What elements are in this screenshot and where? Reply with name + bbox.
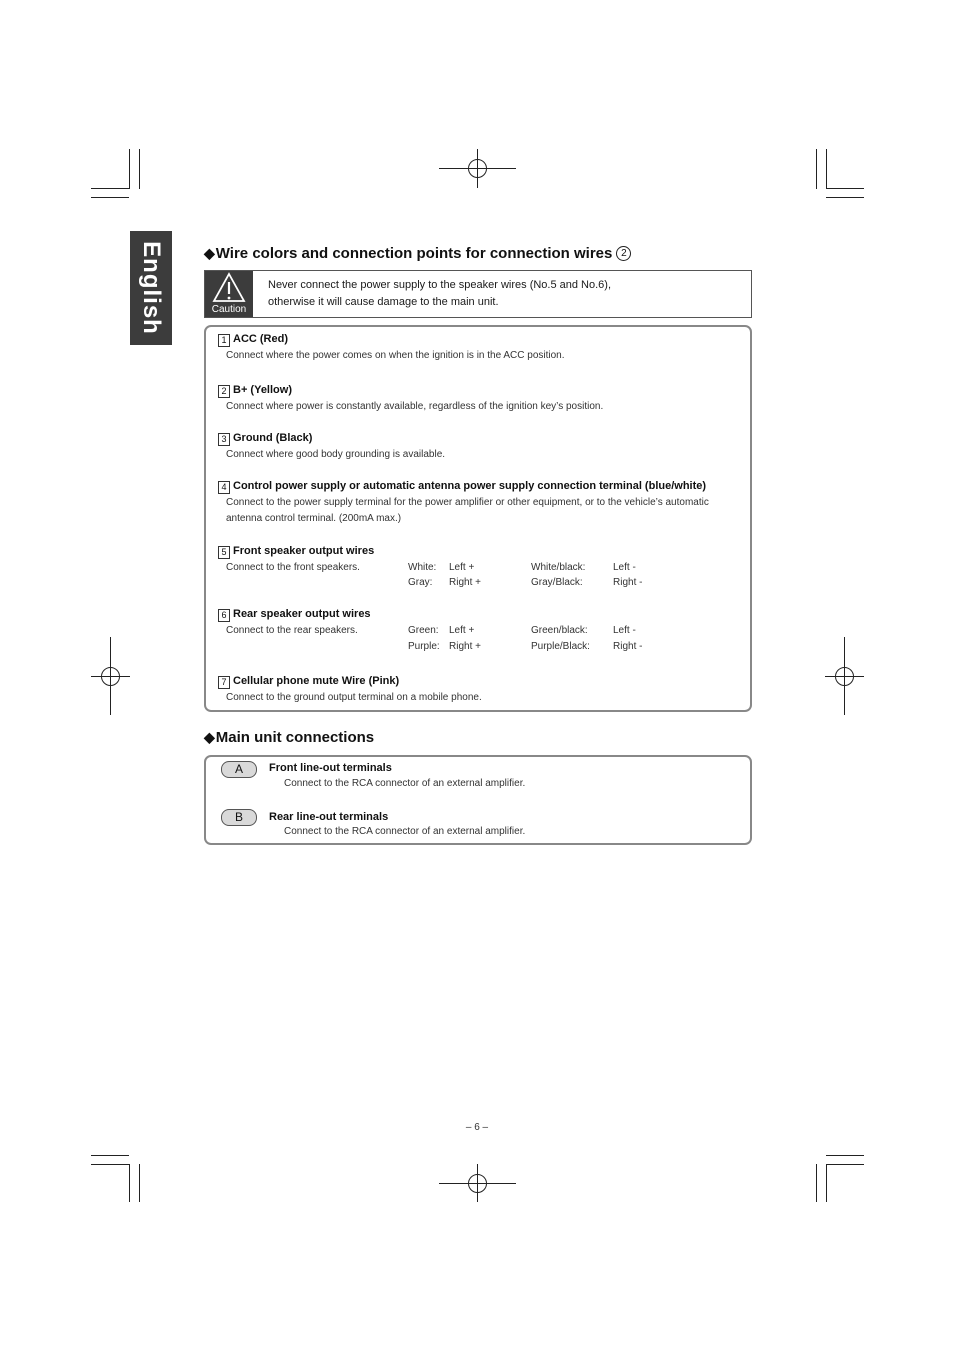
wire-item-heading (218, 675, 399, 689)
wire-item-title: ACC (Red) (233, 333, 288, 345)
wire-color-value: Left + (449, 562, 475, 573)
unit-tag-badge: B (221, 809, 257, 826)
wire-item-heading (218, 608, 371, 622)
item-number-badge: 6 (218, 609, 230, 622)
wire-item-heading (218, 545, 374, 559)
wire-color-value: Left - (613, 562, 636, 573)
crop-mark-bottom-left (91, 1156, 140, 1203)
crop-mark-bottom-right (817, 1156, 865, 1203)
wire-color-name: Gray: (408, 577, 433, 588)
crop-mark-top-right (817, 149, 865, 198)
caution-text (268, 277, 611, 311)
wire-color-value: Left - (613, 625, 636, 636)
caution-line-1: Never connect the power supply to the speaker wires (No.5 and No.6), (268, 279, 612, 291)
wire-item-heading (218, 480, 706, 494)
section-number-badge: 2 (616, 246, 631, 261)
registration-mark-right (825, 637, 864, 715)
wire-color-name: Green: (408, 625, 439, 636)
unit-item-description: Connect to the RCA connector of an external amplifier. (284, 778, 526, 789)
wire-section-title-text: Wire colors and connection points for connection wires (215, 245, 613, 262)
main-unit-section-title-text: Main unit connections (215, 729, 375, 746)
language-tab (130, 231, 172, 345)
wire-item-description: Connect where good body grounding is available. (226, 449, 446, 460)
wire-item-title: B+ (Yellow) (233, 384, 292, 396)
wire-color-name: Green/black: (531, 625, 588, 636)
wire-color-name: Purple: (408, 641, 440, 652)
wire-color-value: Right - (613, 577, 643, 588)
wire-item-description: Connect to the power supply terminal for the power amplifier or other equipment, or to the vehicle’s automatic (226, 497, 709, 508)
item-number-badge: 4 (218, 481, 230, 494)
wire-section-title (204, 245, 631, 262)
wire-item-description: Connect to the ground output terminal on a mobile phone. (226, 692, 482, 703)
page-number: – 6 – (465, 1122, 489, 1133)
wire-item-title: Front speaker output wires (233, 545, 375, 557)
diamond-bullet-icon: ◆ (204, 245, 215, 261)
caution-box (204, 270, 752, 318)
wire-item-description: Connect where power is constantly available, regardless of the ignition key’s position. (226, 401, 604, 412)
item-number-badge: 5 (218, 546, 230, 559)
wire-color-value: Right + (449, 641, 481, 652)
registration-mark-top (439, 149, 516, 188)
item-number-badge: 1 (218, 334, 230, 347)
caution-label: Caution (211, 304, 247, 315)
unit-item-title: Rear line-out terminals (269, 811, 389, 823)
unit-item-title: Front line-out terminals (269, 762, 392, 774)
wire-item-title: Ground (Black) (233, 432, 313, 444)
unit-tag-badge: A (221, 761, 257, 778)
wire-color-value: Right - (613, 641, 643, 652)
wire-color-name: Purple/Black: (531, 641, 590, 652)
wire-color-value: Left + (449, 625, 475, 636)
item-number-badge: 3 (218, 433, 230, 446)
wire-item-heading (218, 432, 312, 446)
wire-item-description: antenna control terminal. (200mA max.) (226, 513, 402, 524)
caution-icon (205, 271, 253, 317)
crop-mark-top-left (91, 149, 140, 198)
caution-line-2: otherwise it will cause damage to the main unit. (268, 296, 499, 308)
wire-color-name: White: (408, 562, 437, 573)
registration-mark-left (91, 637, 130, 715)
item-number-badge: 2 (218, 385, 230, 398)
wire-color-value: Right + (449, 577, 481, 588)
warning-triangle-icon (205, 271, 253, 305)
registration-mark-bottom (439, 1164, 516, 1202)
wire-item-title: Control power supply or automatic antenna power supply connection terminal (blue/white) (233, 480, 707, 492)
wire-item-description: Connect to the front speakers. (226, 562, 360, 573)
diamond-bullet-icon: ◆ (204, 729, 215, 745)
wire-item-description: Connect where the power comes on when the ignition is in the ACC position. (226, 350, 565, 361)
language-tab-label: English (138, 241, 166, 335)
item-number-badge: 7 (218, 676, 230, 689)
wire-item-heading (218, 384, 292, 398)
wire-color-name: Gray/Black: (531, 577, 583, 588)
unit-item-description: Connect to the RCA connector of an external amplifier. (284, 826, 526, 837)
wire-item-title: Rear speaker output wires (233, 608, 371, 620)
wire-item-description: Connect to the rear speakers. (226, 625, 358, 636)
wire-item-heading (218, 333, 288, 347)
main-unit-section-title (204, 729, 374, 746)
wire-item-title: Cellular phone mute Wire (Pink) (233, 675, 400, 687)
wire-color-name: White/black: (531, 562, 586, 573)
